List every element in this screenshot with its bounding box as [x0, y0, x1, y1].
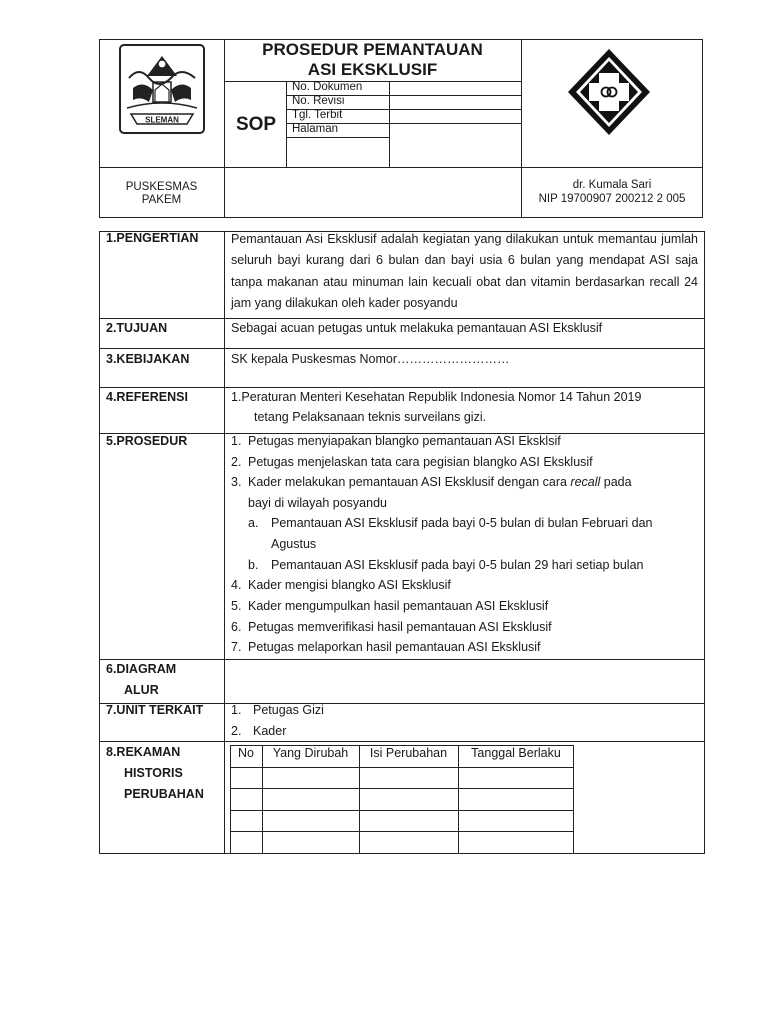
prosedur-item-3-line-2: bayi di wilayah posyandu [248, 496, 387, 510]
label-referensi: 4.REFERENSI [106, 390, 188, 404]
svg-text:SLEMAN: SLEMAN [145, 115, 179, 125]
sop-label: SOP [235, 114, 277, 135]
doc-field-halaman: Halaman [292, 123, 339, 135]
history-col-tanggal-berlaku: Tanggal Berlaku [471, 746, 561, 760]
prosedur-item-5: 5. Kader mengumpulkan hasil pemantauan ASI Eksklusif [231, 599, 549, 613]
prosedur-subitem-b: b. Pemantauan ASI Eksklusif pada bayi 0-5 bulan 29 hari setiap bulan [248, 558, 644, 572]
prosedur-item-6: 6. Petugas memverifikasi hasil pemantauan ASI Eksklusif [231, 620, 552, 634]
label-rekaman-line-3: PERUBAHAN [124, 786, 204, 801]
text-tujuan: Sebagai acuan petugas untuk melakuka pemantauan ASI Eksklusif [231, 321, 603, 335]
label-tujuan: 2.TUJUAN [106, 321, 168, 335]
doc-field-no-revisi: No. Revisi [292, 95, 345, 107]
label-pengertian: 1.PENGERTIAN [106, 231, 199, 245]
prosedur-subitem-a: a. Pemantauan ASI Eksklusif pada bayi 0-5 bulan di bulan Februari dan [248, 516, 653, 530]
title-line-1: PROSEDUR PEMANTAUAN [262, 40, 483, 59]
document-title [224, 40, 521, 80]
org-line-2: PAKEM [141, 194, 182, 206]
doc-field-tgl-terbit: Tgl. Terbit [292, 109, 343, 121]
prosedur-item-1: 1. Petugas menyiapakan blangko pemantauan ASI Eksklsif [231, 434, 561, 448]
prosedur-item-2: 2. Petugas menjelaskan tata cara pegisian blangko ASI Eksklusif [231, 455, 593, 469]
label-rekaman [106, 742, 204, 804]
signer-name: dr. Kumala Sari [572, 179, 652, 191]
org-line-1: PUSKESMAS [125, 181, 198, 193]
history-col-yang-dirubah: Yang Dirubah [272, 746, 349, 760]
history-col-no: No [238, 746, 254, 760]
text-referensi-line2: tetang Pelaksanaan teknis surveilans gizi. [254, 410, 487, 424]
doc-field-no-dokumen: No. Dokumen [292, 81, 363, 93]
sleman-logo [119, 44, 205, 134]
text-kebijakan: SK kepala Puskesmas Nomor……………………… [231, 352, 510, 366]
unit-item-1: 1. Petugas Gizi [231, 703, 324, 717]
label-kebijakan: 3.KEBIJAKAN [106, 352, 190, 366]
label-diagram-line-1: 6.DIAGRAM [106, 662, 177, 676]
prosedur-item-7: 7. Petugas melaporkan hasil pemantauan ASI Eksklusif [231, 640, 541, 654]
text-pengertian: Pemantauan Asi Eksklusif adalah kegiatan yang dilakukan untuk memantau jumlah seluruh bayi kurang dari 6 bulan dan bayi usia 6 bulan yang mendapat ASI saja tanpa makanan atau minuman lain kecuali obat dan vitamin berdasarkan recall 24 jam yang dilakukan oleh kader posyandu [231, 232, 698, 310]
unit-item-2: 2. Kader [231, 724, 287, 738]
label-prosedur: 5.PROSEDUR [106, 434, 188, 448]
prosedur-item-4: 4. Kader mengisi blangko ASI Eksklusif [231, 578, 451, 592]
signer-block [521, 179, 703, 206]
signer-nip: NIP 19700907 200212 2 005 [538, 192, 686, 205]
label-rekaman-line-2: HISTORIS [124, 765, 183, 780]
label-diagram-line-2: ALUR [124, 682, 159, 697]
label-rekaman-line-1: 8.REKAMAN [106, 745, 181, 759]
puskesmas-logo [566, 47, 652, 137]
title-line-2: ASI EKSKLUSIF [307, 60, 438, 79]
text-referensi-line1: 1.Peraturan Menteri Kesehatan Republik Indonesia Nomor 14 Tahun 2019 [231, 390, 642, 404]
prosedur-subitem-a-line-2: Agustus [271, 537, 317, 551]
label-diagram [106, 659, 176, 701]
prosedur-item-3: 3. Kader melakukan pemantauan ASI Eksklusif dengan cara recall pada [231, 475, 632, 489]
label-unit-terkait: 7.UNIT TERKAIT [106, 703, 204, 717]
org-name [99, 181, 224, 207]
history-col-isi-perubahan: Isi Perubahan [369, 746, 448, 760]
